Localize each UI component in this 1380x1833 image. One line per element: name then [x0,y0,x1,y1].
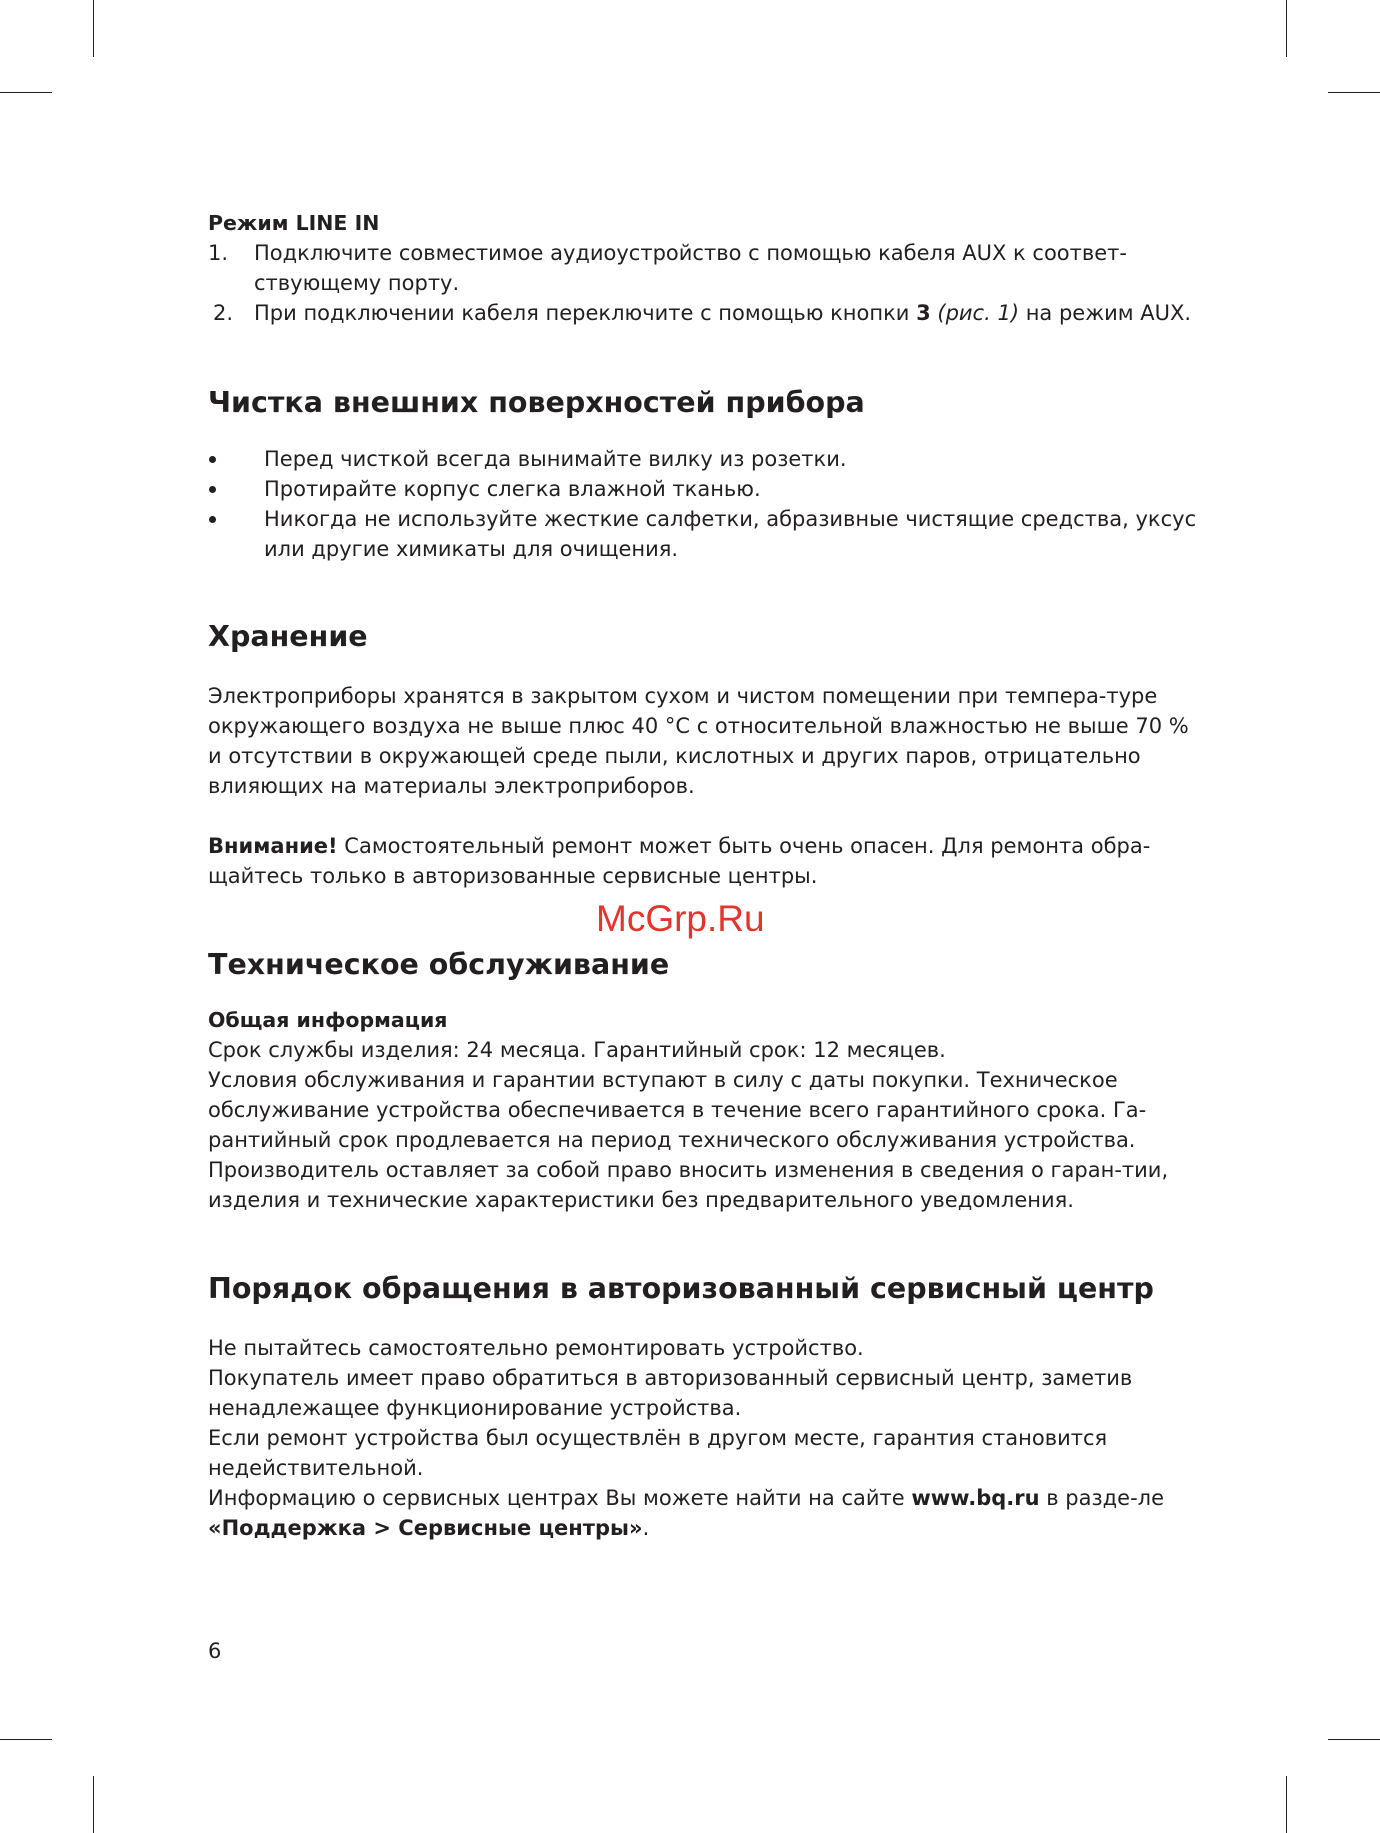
line-in-heading: Режим LINE IN [208,211,380,235]
list-item [208,504,1198,564]
list-item [208,238,1198,298]
general-info-heading: Общая информация [208,1008,448,1032]
crop-mark [93,0,94,57]
service-center-section [208,1271,1198,1543]
list-item [208,474,1198,504]
maintenance-heading: Техническое обслуживание [208,948,670,981]
button-reference: 3 [916,301,931,325]
crop-mark [1286,0,1287,57]
list-number: 2. [213,301,234,325]
storage-section [208,619,1198,891]
website-link[interactable]: www.bq.ru [911,1486,1040,1510]
warranty-conditions: Условия обслуживания и гарантии вступают в силу с даты покупки. Техническое обслуживание устройства обеспечивается в течение всего гарантийного срока. Га-рантийный срок продлевается на период технического обслуживания устройства. [208,1068,1147,1152]
storage-paragraph: Электроприборы хранятся в закрытом сухом и чистом помещении при темпера-туре окружающего воздуха не выше плюс 40 °C с относительной влажностью не выше 70 % и отсутствии в окружающей среде пыли, кислотных и других паров, отрицательно влияющих на материалы электроприборов. [208,684,1189,798]
line-in-section [208,208,1198,328]
list-text: Протирайте корпус слегка влажной тканью. [264,477,761,501]
crop-mark [1328,1739,1380,1740]
line-in-steps [208,238,1198,328]
crop-mark [0,1739,52,1740]
warning-label: Внимание! [208,834,338,858]
service-center-heading: Порядок обращения в авторизованный сервисный центр [208,1272,1154,1305]
list-item [208,298,1198,328]
cleaning-list [208,444,1198,564]
service-line: Если ремонт устройства был осуществлён в другом месте, гарантия становится недействительной. [208,1426,1108,1480]
service-line: Не пытайтесь самостоятельно ремонтировать устройство. [208,1336,864,1360]
warning-text: Самостоятельный ремонт может быть очень опасен. Для ремонта обра-щайтесь только в авторизованные сервисные центры. [208,834,1151,888]
list-item [208,444,1198,474]
crop-mark [0,92,52,93]
bullet-icon [209,486,216,493]
service-info-text: Информацию о сервисных центрах Вы можете найти на сайте [208,1486,912,1510]
warning-paragraph [208,831,1198,891]
figure-reference: (рис. 1) [937,301,1020,325]
service-life-line: Срок службы изделия: 24 месяца. Гарантийный срок: 12 месяцев. [208,1038,946,1062]
page-number: 6 [208,1639,222,1663]
list-text: Подключите совместимое аудиоустройство с помощью кабеля AUX к соответ-ствующему порту. [254,241,1127,295]
crop-mark [1328,92,1380,93]
list-text: на режим AUX. [1019,301,1192,325]
crop-mark [93,1776,94,1833]
bullet-icon [209,516,216,523]
list-text: При подключении кабеля переключите с помощью кнопки [254,301,917,325]
list-text: Никогда не используйте жесткие салфетки, абразивные чистящие средства, уксус или другие химикаты для очищения. [264,507,1197,561]
watermark: McGrp.Ru [596,898,765,939]
service-info-text: . [642,1516,650,1540]
cleaning-heading: Чистка внешних поверхностей прибора [208,386,865,419]
bullet-icon [209,456,216,463]
cleaning-section [208,385,1198,564]
storage-heading: Хранение [208,620,368,653]
page-content [208,208,1198,1543]
list-text: Перед чисткой всегда вынимайте вилку из розетки. [264,447,847,471]
crop-mark [1286,1776,1287,1833]
service-info-text: в разде-ле [1039,1486,1164,1510]
support-section-name: «Поддержка > Сервисные центры» [208,1516,643,1540]
maintenance-section [208,947,1198,1215]
list-number: 1. [208,241,229,265]
service-line: Покупатель имеет право обратиться в авторизованный сервисный центр, заметив ненадлежащее функционирование устройства. [208,1366,1133,1420]
service-info [208,1483,1198,1543]
manufacturer-notice: Производитель оставляет за собой право вносить изменения в сведения о гаран-тии, изделия и технические характеристики без предварительного уведомления. [208,1158,1169,1212]
